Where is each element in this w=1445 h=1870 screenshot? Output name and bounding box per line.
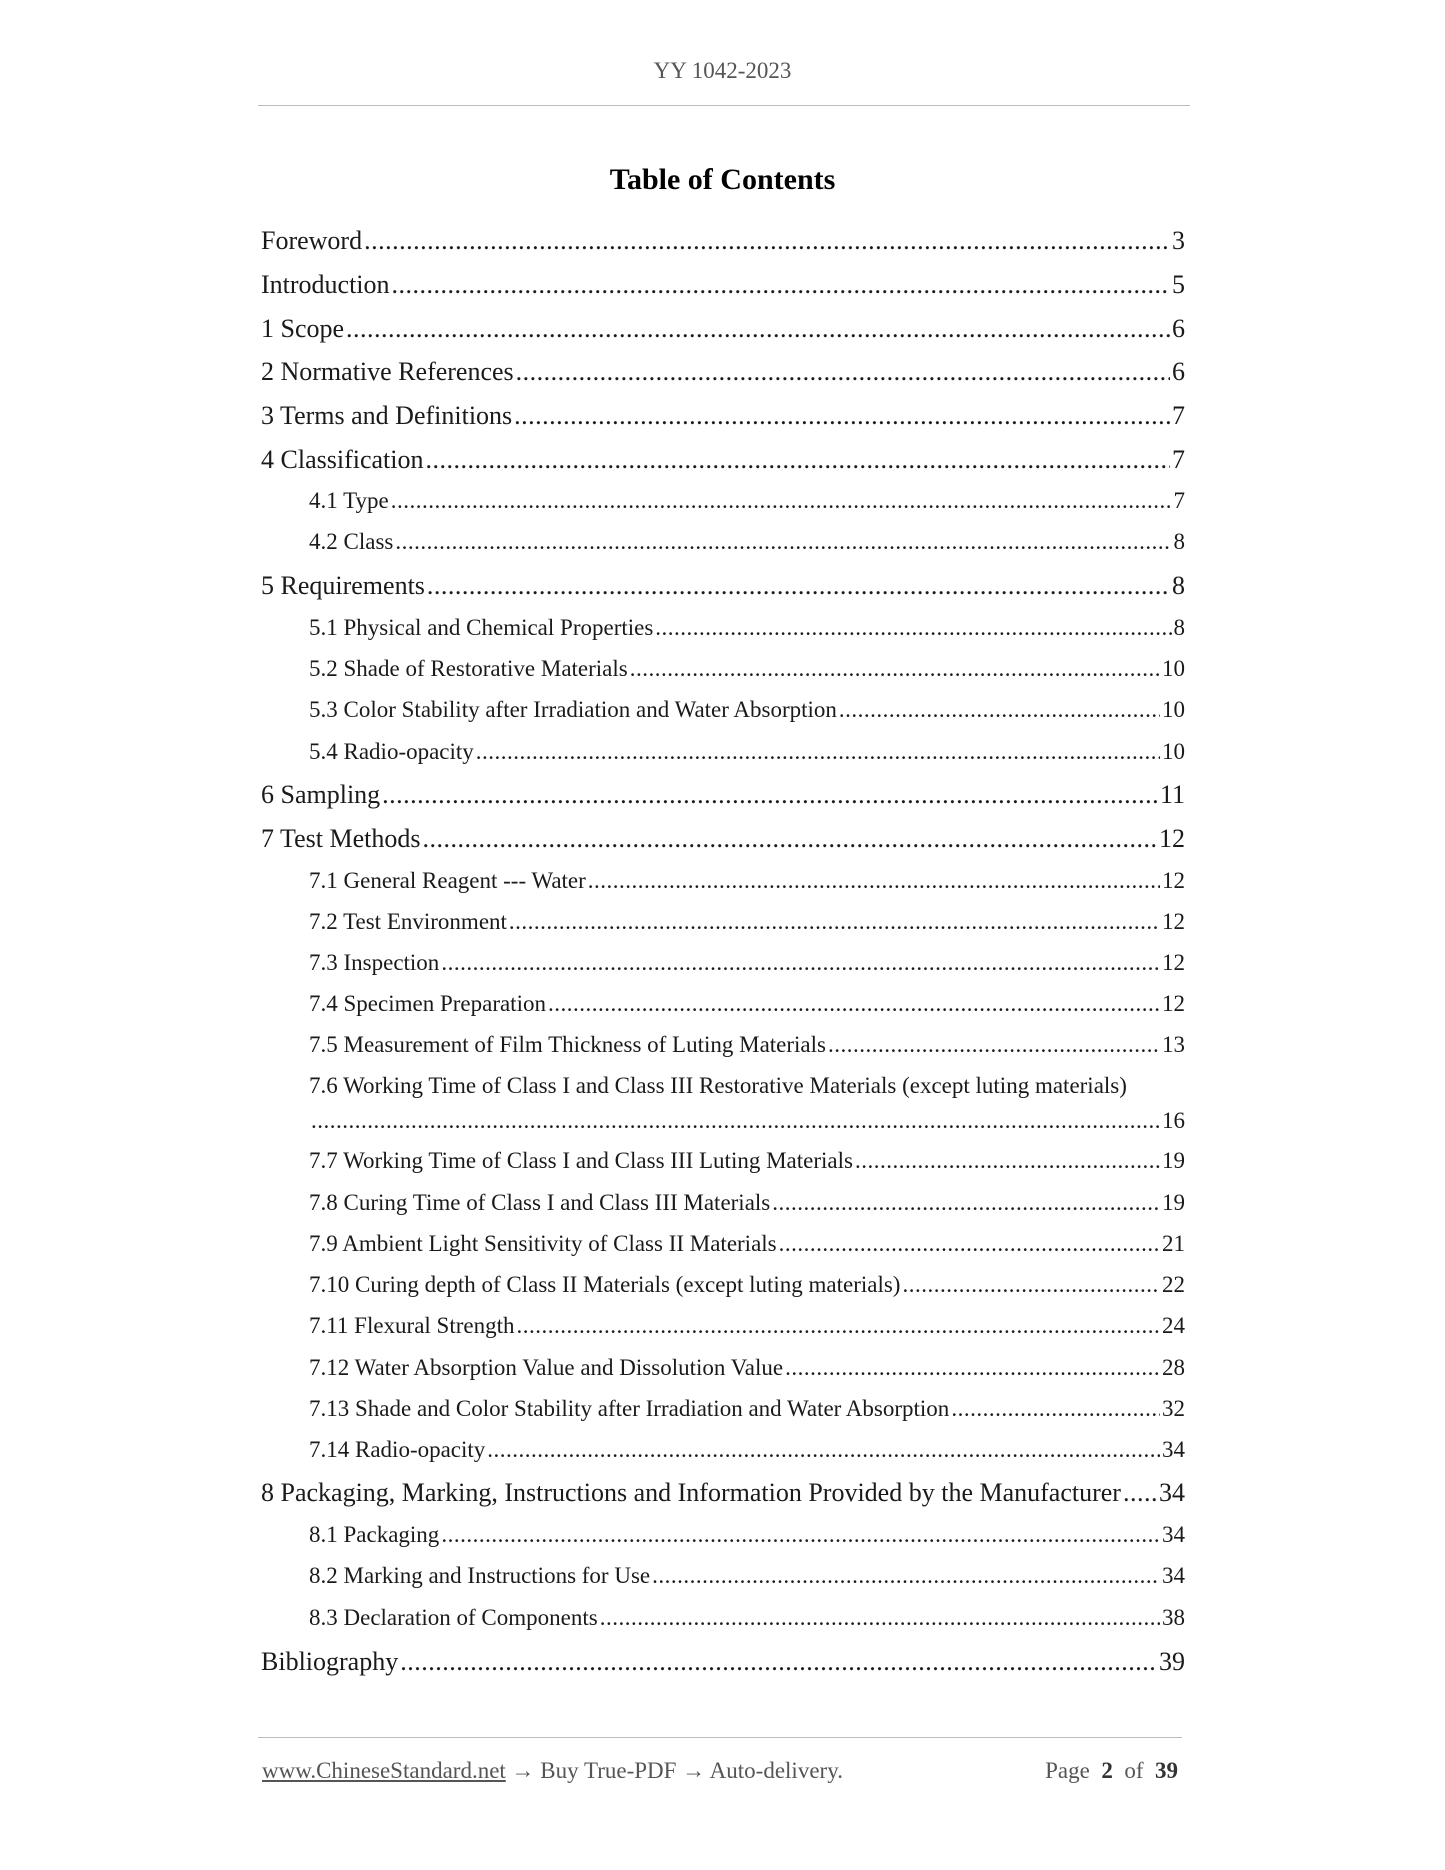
toc-entry-text: 7.11 Flexural Strength <box>309 1313 515 1338</box>
toc-entry-7-6-leader[interactable] <box>309 1108 1185 1134</box>
buy-true-pdf-text: Buy True-PDF <box>540 1758 677 1783</box>
toc-entry-classification[interactable] <box>261 445 1185 475</box>
dot-leader <box>785 1355 1160 1381</box>
dot-leader <box>902 1272 1160 1298</box>
toc-entry-page: 22 <box>1162 1272 1185 1297</box>
toc-entry-8-3[interactable] <box>309 1605 1185 1631</box>
dot-leader <box>476 739 1160 765</box>
document-id-header: YY 1042-2023 <box>653 58 792 83</box>
toc-entry-page: 7 <box>1173 488 1185 513</box>
dot-leader <box>364 226 1170 256</box>
dot-leader <box>509 909 1160 935</box>
dot-leader <box>548 991 1160 1017</box>
toc-entry-text: 7.13 Shade and Color Stability after Irradiation and Water Absorption <box>309 1396 950 1421</box>
toc-entry-page: 10 <box>1162 656 1185 681</box>
dot-leader <box>382 780 1158 810</box>
dot-leader <box>855 1148 1160 1174</box>
toc-entry-text: 7.10 Curing depth of Class II Materials (except luting materials) <box>309 1272 901 1297</box>
toc-entry-page: 8 <box>1173 615 1185 640</box>
toc-entry-page: 3 <box>1172 226 1185 255</box>
dot-leader <box>588 868 1160 894</box>
dot-leader <box>514 401 1170 431</box>
toc-entry-page: 28 <box>1162 1355 1185 1380</box>
dot-leader <box>828 1032 1160 1058</box>
toc-entry-page: 19 <box>1162 1148 1185 1173</box>
toc-entry-text: 8.1 Packaging <box>309 1522 440 1547</box>
toc-entry-page: 8 <box>1172 571 1185 600</box>
auto-delivery-text: Auto-delivery. <box>709 1758 843 1783</box>
toc-entry-8-2[interactable] <box>309 1563 1185 1589</box>
toc-entry-scope[interactable] <box>261 314 1185 344</box>
toc-entry-text: 7.14 Radio-opacity <box>309 1437 486 1462</box>
toc-entry-requirements[interactable] <box>261 571 1185 601</box>
header-divider <box>258 105 1190 106</box>
toc-entry-text: Foreword <box>261 226 363 255</box>
toc-entry-7-9[interactable] <box>309 1231 1185 1257</box>
toc-entry-text: 4.1 Type <box>309 488 389 513</box>
toc-entry-5-4[interactable] <box>309 739 1185 765</box>
dot-leader <box>422 824 1157 854</box>
toc-entry-text: 3 Terms and Definitions <box>261 401 513 430</box>
dot-leader <box>630 656 1160 682</box>
toc-entry-page: 19 <box>1162 1190 1185 1215</box>
toc-entry-page: 6 <box>1172 357 1185 386</box>
arrow-icon: → <box>511 1758 535 1783</box>
dot-leader <box>655 615 1171 641</box>
toc-entry-text: 7.3 Inspection <box>309 950 440 975</box>
dot-leader <box>516 357 1170 387</box>
toc-entry-page: 8 <box>1173 529 1185 554</box>
toc-entry-5-3[interactable] <box>309 697 1185 723</box>
page-label: Page <box>1045 1758 1090 1783</box>
dot-leader <box>516 1313 1160 1339</box>
toc-entry-text: 5.4 Radio-opacity <box>309 739 474 764</box>
dot-leader <box>951 1396 1160 1422</box>
toc-entry-page: 24 <box>1162 1313 1185 1338</box>
toc-entry-5-2[interactable] <box>309 656 1185 682</box>
toc-entry-text: 4 Classification <box>261 445 424 474</box>
toc-entry-7-8[interactable] <box>309 1190 1185 1216</box>
toc-entry-text: 6 Sampling <box>261 780 381 809</box>
page-of-label: of <box>1124 1758 1144 1783</box>
toc-entry-text: 5.3 Color Stability after Irradiation and Water Absorption <box>309 697 837 722</box>
toc-entry-introduction[interactable] <box>261 270 1185 300</box>
toc-entry-page: 34 <box>1162 1522 1185 1547</box>
toc-entry-text: 7.2 Test Environment <box>309 909 507 934</box>
toc-entry-text: 5 Requirements <box>261 571 425 600</box>
toc-entry-7-7[interactable] <box>309 1148 1185 1174</box>
toc-entry-7-3[interactable] <box>309 950 1185 976</box>
toc-entry-text: 7.9 Ambient Light Sensitivity of Class II Materials <box>309 1231 777 1256</box>
toc-entry-text: 4.2 Class <box>309 529 394 554</box>
footer-divider <box>258 1737 1182 1738</box>
toc-entry-normative-references[interactable] <box>261 357 1185 387</box>
dot-leader <box>400 1647 1157 1677</box>
toc-entry-page: 34 <box>1159 1478 1185 1507</box>
dot-leader <box>425 445 1170 475</box>
toc-entry-page: 16 <box>1162 1108 1185 1133</box>
toc-entry-page: 12 <box>1162 950 1185 975</box>
dot-leader <box>600 1605 1160 1631</box>
toc-entry-sampling[interactable] <box>261 780 1185 810</box>
toc-entry-text: 7 Test Methods <box>261 824 421 853</box>
toc-entry-text: 8.3 Declaration of Components <box>309 1605 598 1630</box>
toc-entry-text: 8 Packaging, Marking, Instructions and Information Provided by the Manufacturer <box>261 1478 1121 1507</box>
toc-entry-text: 7.12 Water Absorption Value and Dissolution Value <box>309 1355 784 1380</box>
toc-entry-page: 10 <box>1162 739 1185 764</box>
toc-title: Table of Contents <box>609 163 836 196</box>
toc-entry-page: 7 <box>1172 445 1185 474</box>
toc-entry-7-4[interactable] <box>309 991 1185 1017</box>
toc-entry-page: 5 <box>1172 270 1185 299</box>
dot-leader <box>392 270 1170 300</box>
toc-entry-7-10[interactable] <box>309 1272 1185 1298</box>
toc-entry-page: 12 <box>1162 868 1185 893</box>
toc-entry-text: Introduction <box>261 270 390 299</box>
toc-entry-text: 7.8 Curing Time of Class I and Class III Materials <box>309 1190 771 1215</box>
toc-entry-page: 39 <box>1159 1647 1185 1676</box>
dot-leader <box>652 1563 1160 1589</box>
toc-entry-7-5[interactable] <box>309 1032 1185 1058</box>
toc-entry-page: 13 <box>1162 1032 1185 1057</box>
dot-leader <box>839 697 1160 723</box>
toc-entry-7-1[interactable] <box>309 868 1185 894</box>
dot-leader <box>391 488 1172 514</box>
toc-entry-7-14[interactable] <box>309 1437 1185 1463</box>
toc-entry-page: 34 <box>1162 1437 1185 1462</box>
toc-entry-text: 7.1 General Reagent --- Water <box>309 868 586 893</box>
dot-leader <box>311 1108 1160 1134</box>
toc-entry-7-11[interactable] <box>309 1313 1185 1339</box>
arrow-icon: → <box>682 1758 706 1783</box>
toc-entry-page: 11 <box>1159 780 1185 809</box>
toc-entry-text: 7.5 Measurement of Film Thickness of Luting Materials <box>309 1032 826 1057</box>
dot-leader <box>772 1190 1160 1216</box>
dot-leader <box>441 950 1160 976</box>
dot-leader <box>395 529 1171 555</box>
toc-entry-page: 12 <box>1162 991 1185 1016</box>
toc-entry-page: 12 <box>1159 824 1185 853</box>
toc-entry-text: 1 Scope <box>261 314 345 343</box>
page-indicator <box>1045 1758 1178 1784</box>
toc-entry-bibliography[interactable] <box>261 1647 1185 1677</box>
toc-entry-test-methods[interactable] <box>261 824 1185 854</box>
toc-entry-page: 38 <box>1162 1605 1185 1630</box>
toc-entry-7-6-text[interactable]: 7.6 Working Time of Class I and Class III Restorative Materials (except luting materials) <box>309 1073 1127 1098</box>
toc-entry-page: 6 <box>1172 314 1185 343</box>
toc-entry-8-1[interactable] <box>309 1522 1185 1548</box>
toc-entry-4-1[interactable] <box>309 488 1185 514</box>
toc-entry-text: 2 Normative References <box>261 357 514 386</box>
dot-leader <box>1123 1478 1157 1508</box>
toc-entry-foreword[interactable] <box>261 226 1185 256</box>
toc-entry-text: Bibliography <box>261 1647 399 1676</box>
toc-entry-page: 12 <box>1162 909 1185 934</box>
toc-entry-page: 10 <box>1162 697 1185 722</box>
toc-entry-page: 21 <box>1162 1231 1185 1256</box>
toc-entry-4-2[interactable] <box>309 529 1185 555</box>
dot-leader <box>427 571 1170 601</box>
total-pages-number: 39 <box>1155 1758 1178 1783</box>
toc-entry-text: 5.1 Physical and Chemical Properties <box>309 615 654 640</box>
dot-leader <box>487 1437 1160 1463</box>
toc-entry-page: 34 <box>1162 1563 1185 1588</box>
toc-entry-7-12[interactable] <box>309 1355 1185 1381</box>
toc-entry-page: 7 <box>1172 401 1185 430</box>
toc-entry-text: 7.7 Working Time of Class I and Class III Luting Materials <box>309 1148 853 1173</box>
dot-leader <box>441 1522 1160 1548</box>
website-link[interactable]: www.ChineseStandard.net <box>262 1758 506 1783</box>
toc-entry-text: 5.2 Shade of Restorative Materials <box>309 656 628 681</box>
toc-entry-5-1[interactable] <box>309 615 1185 641</box>
dot-leader <box>346 314 1170 344</box>
toc-entry-page: 32 <box>1162 1396 1185 1421</box>
current-page-number: 2 <box>1101 1758 1113 1783</box>
dot-leader <box>779 1231 1160 1257</box>
footer-promo <box>262 1758 843 1784</box>
toc-entry-packaging-marking[interactable] <box>261 1478 1185 1508</box>
toc-entry-text: 7.4 Specimen Preparation <box>309 991 546 1016</box>
toc-entry-terms-definitions[interactable] <box>261 401 1185 431</box>
toc-entry-7-13[interactable] <box>309 1396 1185 1422</box>
toc-entry-7-2[interactable] <box>309 909 1185 935</box>
toc-entry-text: 8.2 Marking and Instructions for Use <box>309 1563 651 1588</box>
